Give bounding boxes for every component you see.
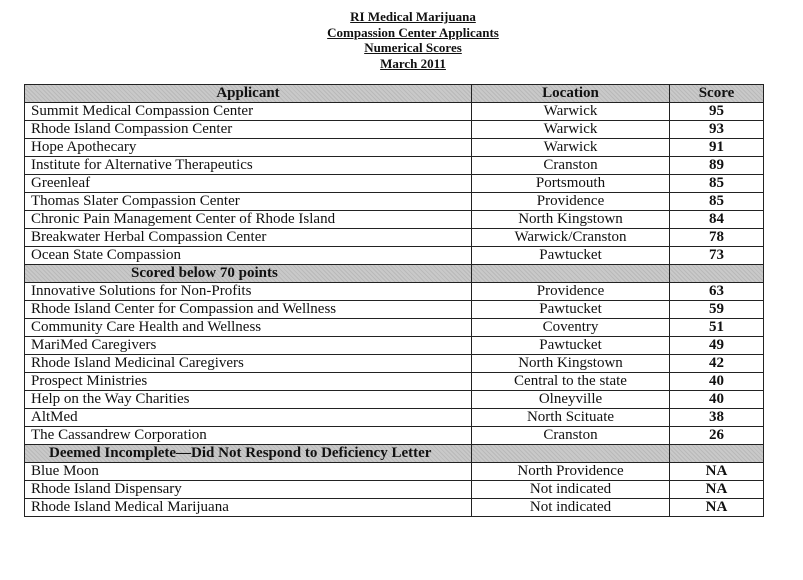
location-cell: Warwick/Cranston — [472, 229, 670, 247]
section-label — [25, 265, 472, 283]
section-location-cell — [472, 265, 670, 283]
location-cell: Not indicated — [472, 499, 670, 517]
score-cell: NA — [670, 481, 764, 499]
section-label-text: Scored below 70 points — [131, 265, 278, 281]
score-cell: 89 — [670, 157, 764, 175]
score-cell: 40 — [670, 373, 764, 391]
header-applicant: Applicant — [25, 85, 472, 103]
section-score-cell — [670, 265, 764, 283]
table-row — [25, 175, 764, 193]
table-row — [25, 103, 764, 121]
section-header-row — [25, 265, 764, 283]
applicant-cell: Blue Moon — [25, 463, 472, 481]
table-row — [25, 391, 764, 409]
applicant-cell: AltMed — [25, 409, 472, 427]
applicant-cell: Ocean State Compassion — [25, 247, 472, 265]
applicant-cell: Chronic Pain Management Center of Rhode Island — [25, 211, 472, 229]
score-cell: 85 — [670, 193, 764, 211]
applicant-cell: Innovative Solutions for Non-Profits — [25, 283, 472, 301]
header-row — [25, 85, 764, 103]
title-line: Numerical Scores — [364, 40, 462, 55]
applicant-cell: Breakwater Herbal Compassion Center — [25, 229, 472, 247]
table-row — [25, 229, 764, 247]
table-row — [25, 247, 764, 265]
location-cell: Portsmouth — [472, 175, 670, 193]
applicant-cell: Rhode Island Medical Marijuana — [25, 499, 472, 517]
table-row — [25, 301, 764, 319]
applicant-cell: The Cassandrew Corporation — [25, 427, 472, 445]
table-row — [25, 409, 764, 427]
applicant-cell: Community Care Health and Wellness — [25, 319, 472, 337]
table-row — [25, 139, 764, 157]
applicant-cell: Thomas Slater Compassion Center — [25, 193, 472, 211]
score-cell: 84 — [670, 211, 764, 229]
title-line: March 2011 — [380, 55, 446, 71]
section-label-text: Deemed Incomplete—Did Not Respond to Deficiency Letter — [49, 445, 432, 461]
scores-table — [24, 84, 764, 517]
score-cell: 26 — [670, 427, 764, 445]
score-cell: 51 — [670, 319, 764, 337]
score-cell: 38 — [670, 409, 764, 427]
location-cell: Warwick — [472, 139, 670, 157]
section-location-cell — [472, 445, 670, 463]
applicant-cell: Rhode Island Medicinal Caregivers — [25, 355, 472, 373]
table-body — [25, 103, 764, 517]
location-cell: Cranston — [472, 157, 670, 175]
applicant-cell: Help on the Way Charities — [25, 391, 472, 409]
score-cell: NA — [670, 499, 764, 517]
location-cell: Coventry — [472, 319, 670, 337]
applicant-cell: Hope Apothecary — [25, 139, 472, 157]
score-cell: 93 — [670, 121, 764, 139]
location-cell: North Kingstown — [472, 355, 670, 373]
header-location: Location — [472, 85, 670, 103]
location-cell: Cranston — [472, 427, 670, 445]
table-row — [25, 319, 764, 337]
section-header-row — [25, 445, 764, 463]
score-cell: 49 — [670, 337, 764, 355]
applicant-cell: Summit Medical Compassion Center — [25, 103, 472, 121]
location-cell: Providence — [472, 283, 670, 301]
applicant-cell: Greenleaf — [25, 175, 472, 193]
table-row — [25, 463, 764, 481]
score-cell: 42 — [670, 355, 764, 373]
location-cell: Warwick — [472, 103, 670, 121]
title-line: Compassion Center Applicants — [327, 24, 499, 40]
table-row — [25, 373, 764, 391]
title-line: RI Medical Marijuana — [350, 9, 476, 24]
applicant-cell: Prospect Ministries — [25, 373, 472, 391]
location-cell: Pawtucket — [472, 337, 670, 355]
location-cell: Not indicated — [472, 481, 670, 499]
location-cell: Providence — [472, 193, 670, 211]
applicant-cell: Institute for Alternative Therapeutics — [25, 157, 472, 175]
applicant-cell: Rhode Island Center for Compassion and Wellness — [25, 301, 472, 319]
location-cell: Olneyville — [472, 391, 670, 409]
applicant-cell: Rhode Island Compassion Center — [25, 121, 472, 139]
table-row — [25, 211, 764, 229]
score-cell: 73 — [670, 247, 764, 265]
location-cell: Central to the state — [472, 373, 670, 391]
location-cell: North Scituate — [472, 409, 670, 427]
score-cell: NA — [670, 463, 764, 481]
score-cell: 95 — [670, 103, 764, 121]
score-cell: 40 — [670, 391, 764, 409]
section-score-cell — [670, 445, 764, 463]
table-row — [25, 427, 764, 445]
table-row — [25, 121, 764, 139]
location-cell: North Providence — [472, 463, 670, 481]
header-score: Score — [670, 85, 764, 103]
table-row — [25, 337, 764, 355]
location-cell: Pawtucket — [472, 301, 670, 319]
table-row — [25, 481, 764, 499]
document-title — [0, 9, 803, 71]
applicant-cell: Rhode Island Dispensary — [25, 481, 472, 499]
section-label — [25, 445, 472, 463]
score-cell: 78 — [670, 229, 764, 247]
score-cell: 91 — [670, 139, 764, 157]
score-cell: 59 — [670, 301, 764, 319]
location-cell: North Kingstown — [472, 211, 670, 229]
table-row — [25, 157, 764, 175]
table-row — [25, 283, 764, 301]
table-row — [25, 355, 764, 373]
table-row — [25, 499, 764, 517]
applicant-cell: MariMed Caregivers — [25, 337, 472, 355]
location-cell: Pawtucket — [472, 247, 670, 265]
score-cell: 85 — [670, 175, 764, 193]
location-cell: Warwick — [472, 121, 670, 139]
score-cell: 63 — [670, 283, 764, 301]
table-row — [25, 193, 764, 211]
